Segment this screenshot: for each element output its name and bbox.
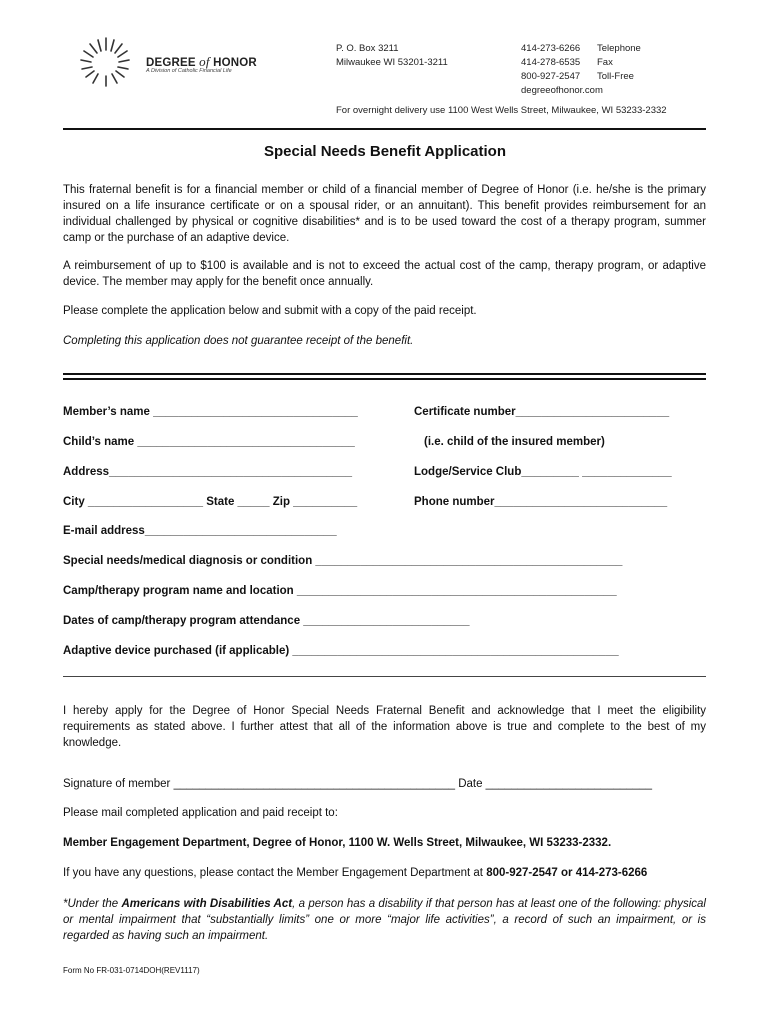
attest-divider bbox=[63, 676, 706, 677]
questions-text: If you have any questions, please contact the Member Engagement Department at bbox=[63, 867, 487, 879]
city-state-zip-field[interactable]: City __________________ State _____ Zip __________ bbox=[63, 496, 358, 508]
website[interactable]: degreeofhonor.com bbox=[521, 85, 603, 96]
section-divider-top bbox=[63, 373, 706, 375]
signature-date-line[interactable]: Signature of member ____________________________________________ Date __________________________ bbox=[63, 778, 652, 790]
logo-title: DEGREE of HONOR bbox=[146, 54, 257, 69]
sunburst-logo-icon bbox=[72, 34, 142, 94]
address-field[interactable]: Address______________________________________ bbox=[63, 466, 353, 478]
intro-disclaimer: Completing this application does not guarantee receipt of the benefit. bbox=[63, 335, 414, 347]
form-number: Form No FR-031-0714DOH(REV1117) bbox=[63, 966, 200, 975]
contact-numbers bbox=[521, 42, 641, 98]
lodge-service-club-field[interactable]: Lodge/Service Club_________ ______________ bbox=[414, 466, 672, 478]
mail-instructions: Please mail completed application and paid receipt to: bbox=[63, 807, 338, 819]
tollfree-number: 800-927-2547 bbox=[521, 71, 581, 82]
questions-contact bbox=[63, 867, 647, 879]
fax-number: 414-278-6535 bbox=[521, 57, 581, 68]
header-divider bbox=[63, 128, 706, 130]
logo-subtitle: A Division of Catholic Financial Life bbox=[146, 68, 232, 74]
intro-paragraph-1: This fraternal benefit is for a financial member or child of a financial member of Degree of Honor (i.e. he/she is the primary insured on a life insurance certificate or on a spousal rider, or an annuitant). This benefit provides reimbursement for an individual challenged by physical or cognitive disabilities* and is to be used toward the cost of a therapy program, summer camp or the purchase of an adaptive device. bbox=[63, 184, 706, 244]
fax-label: Fax bbox=[597, 57, 613, 68]
ada-footnote: *Under the Americans with Disabilities Act, a person has a disability if that person has at least one of the following: physical or mental impairment that “substantially limits” one or more “major life activities”, a record of such an impairment, or is regarded as having such an impairment. bbox=[63, 898, 706, 942]
mailing-address-bold: Member Engagement Department, Degree of Honor, 1100 W. Wells Street, Milwaukee, WI 53233-2332. bbox=[63, 837, 612, 849]
intro-paragraph-3: Please complete the application below and submit with a copy of the paid receipt. bbox=[63, 305, 477, 317]
overnight-delivery-note: For overnight delivery use 1100 West Wells Street, Milwaukee, WI 53233-2332 bbox=[336, 105, 667, 116]
certificate-number-field[interactable]: Certificate number________________________ bbox=[414, 406, 670, 418]
attendance-dates-field[interactable]: Dates of camp/therapy program attendance __________________________ bbox=[63, 615, 470, 627]
city-zip: Milwaukee WI 53201-3211 bbox=[336, 57, 448, 68]
mailing-address bbox=[336, 42, 448, 70]
tollfree-label: Toll-Free bbox=[597, 71, 634, 82]
child-name-note: (i.e. child of the insured member) bbox=[424, 436, 605, 448]
questions-phone-numbers: 800-927-2547 or 414-273-6266 bbox=[486, 867, 648, 879]
adaptive-device-field[interactable]: Adaptive device purchased (if applicable) ___________________________________________________ bbox=[63, 645, 619, 657]
phone-label: Telephone bbox=[597, 43, 641, 54]
attestation-paragraph: I hereby apply for the Degree of Honor Special Needs Fraternal Benefit and acknowledge that I meet the eligibility requirements as stated above. I further attest that all of the information above is true and complete to the best of my knowledge. bbox=[63, 705, 706, 749]
po-box: P. O. Box 3211 bbox=[336, 43, 399, 54]
email-field[interactable]: E-mail address______________________________ bbox=[63, 525, 337, 537]
phone-number: 414-273-6266 bbox=[521, 43, 581, 54]
intro-paragraph-2: A reimbursement of up to $100 is available and is not to exceed the actual cost of the camp, therapy program, or adaptive device. The member may apply for the benefit once annually. bbox=[63, 260, 706, 288]
member-name-field[interactable]: Member’s name ________________________________ bbox=[63, 406, 358, 418]
special-needs-field[interactable]: Special needs/medical diagnosis or condition ________________________________________________ bbox=[63, 555, 623, 567]
page-title: Special Needs Benefit Application bbox=[264, 143, 506, 160]
section-divider-bottom bbox=[63, 378, 706, 380]
child-name-field[interactable]: Child’s name __________________________________ bbox=[63, 436, 355, 448]
degree-of-honor-logo bbox=[72, 34, 262, 94]
phone-number-field[interactable]: Phone number___________________________ bbox=[414, 496, 668, 508]
camp-program-field[interactable]: Camp/therapy program name and location __________________________________________________ bbox=[63, 585, 617, 597]
